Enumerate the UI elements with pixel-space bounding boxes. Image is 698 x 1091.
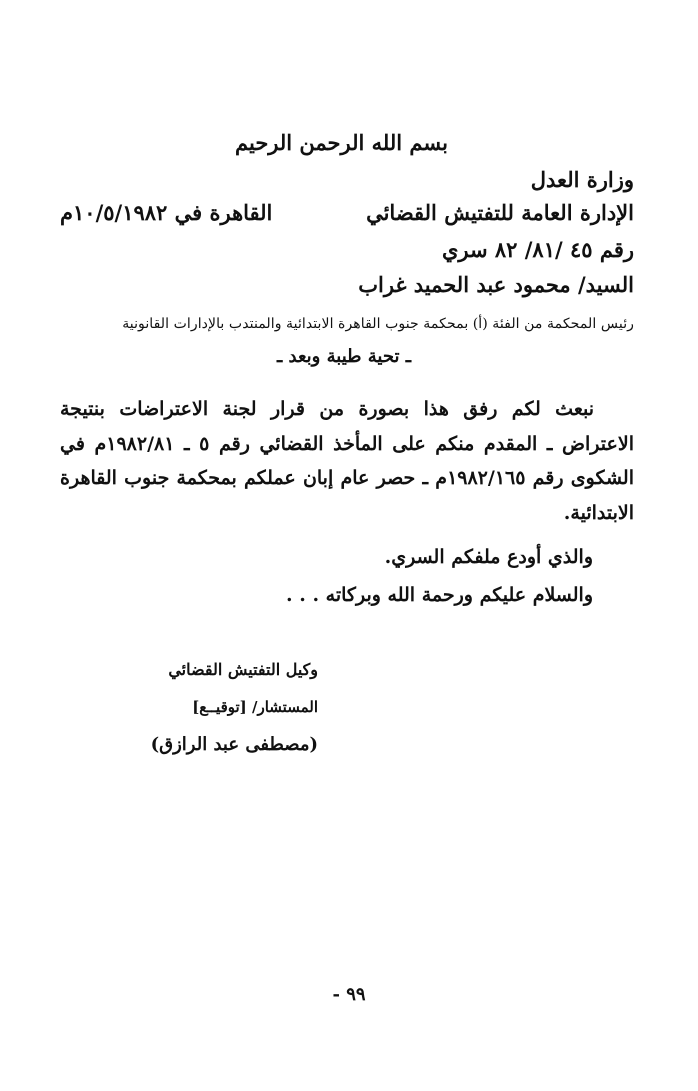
page-number: - ٩٩: [332, 984, 366, 1005]
place-date: القاهرة في ١٠/٥/١٩٨٢م: [60, 200, 273, 225]
signature-title: وكيل التفتيش القضائي: [168, 660, 318, 679]
addressee-name: السيد/ محمود عبد الحميد غراب: [358, 272, 634, 297]
department-name: الإدارة العامة للتفتيش القضائي: [366, 200, 634, 225]
department-date-row: [60, 200, 634, 225]
ministry-name: وزارة العدل: [530, 167, 634, 192]
body-paragraph: نبعث لكم رفق هذا بصورة من قرار لجنة الاعتراضات بنتيجة الاعتراض ـ المقدم منكم على المأخذ القضائي رقم ٥ ـ ١٩٨٢/٨١م في الشكوى رقم ١٩٨٢/١٦٥م ـ حصر عام إبان عملكم بمحكمة جنوب القاهرة الابتدائية.: [60, 398, 634, 524]
closing-line-1: والذي أودع ملفكم السري.: [384, 546, 593, 568]
greeting-line: ـ تحية طيبة وبعد ـ: [277, 346, 411, 367]
addressee-position: رئيس المحكمة من الفئة (أ) بمحكمة جنوب القاهرة الابتدائية والمنتدب بالإدارات القانونية: [122, 316, 634, 332]
reference-number: رقم ٤٥ /٨١/ ٨٢ سري: [441, 237, 634, 262]
closing-line-2: والسلام عليكم ورحمة الله وبركاته . . .: [285, 584, 593, 606]
signature-role: المستشار/ [توقيــع]: [192, 698, 318, 716]
signature-name: (مصطفى عبد الرازق): [150, 734, 318, 755]
basmala-heading: بسم الله الرحمن الرحيم: [235, 130, 448, 155]
